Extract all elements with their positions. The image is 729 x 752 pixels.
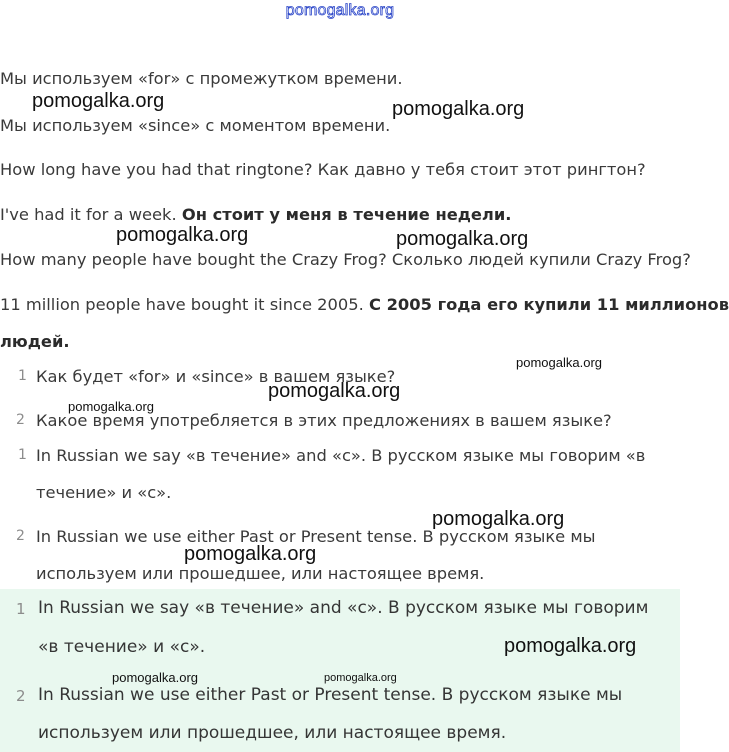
highlight-answer-1-line-2: «в течение» и «с». <box>38 637 206 657</box>
answer-1-line-2: течение» и «с». <box>36 483 172 502</box>
highlight-number: 1 <box>16 600 26 618</box>
answer-2-line-2: используем или прошедшее, или настоящее время. <box>36 564 485 583</box>
answer-2-russian-cont: людей. <box>0 332 70 351</box>
highlight-number: 2 <box>16 687 26 705</box>
watermark: pomogalka.org <box>112 670 198 685</box>
highlight-answer-2-line-2: используем или прошедшее, или настоящее время. <box>38 723 507 743</box>
header-watermark: pomogalka.org <box>285 2 395 19</box>
watermark: pomogalka.org <box>32 90 165 112</box>
example-answer-1: I've had it for a week. Он стоит у меня в течение недели. <box>0 205 512 224</box>
watermark: pomogalka.org <box>392 98 525 120</box>
watermark: pomogalka.org <box>324 672 397 684</box>
highlight-answer-2-line-1: In Russian we use either Past or Present tense. В русском языке мы <box>38 685 623 705</box>
intro-line-1: Мы используем «for» с промежутком времени. <box>0 69 403 88</box>
answer-1-english: I've had it for a week. <box>0 205 177 224</box>
example-answer-2 <box>0 295 729 314</box>
answer-1-russian: Он стоит у меня в течение недели <box>181 205 506 224</box>
intro-line-2: Мы используем «since» с моментом времени. <box>0 116 391 135</box>
watermark: pomogalka.org <box>116 224 249 246</box>
example-question-1: How long have you had that ringtone? Как давно у тебя стоит этот рингтон? <box>0 160 646 179</box>
example-question-2: How many people have bought the Crazy Frog? Сколько людей купили Crazy Frog? <box>0 250 691 269</box>
watermark: pomogalka.org <box>68 399 154 414</box>
watermark: pomogalka.org <box>268 380 401 402</box>
answer-2-english: 11 million people have bought it since 2005. <box>0 295 364 314</box>
answer-2-russian: С 2005 года его купили 11 миллионов <box>368 295 729 314</box>
watermark: pomogalka.org <box>504 635 637 657</box>
highlight-answer-1-line-1: In Russian we say «в течение» and «с». В русском языке мы говорим <box>38 598 649 618</box>
answer-1-line-1: In Russian we say «в течение» and «с». В русском языке мы говорим «в <box>36 446 646 465</box>
watermark: pomogalka.org <box>516 355 602 370</box>
watermark: pomogalka.org <box>184 543 317 565</box>
watermark: pomogalka.org <box>432 508 565 530</box>
question-number: 2 <box>16 412 25 428</box>
answer-2-line-1: In Russian we use either Past or Present tense. В русском языке мы <box>36 527 596 546</box>
question-number: 1 <box>18 368 27 384</box>
question-2: Какое время употребляется в этих предложениях в вашем языке? <box>36 411 612 430</box>
answer-number: 2 <box>16 528 25 544</box>
watermark: pomogalka.org <box>396 228 529 250</box>
question-1: Как будет «for» и «since» в вашем языке? <box>36 367 396 386</box>
answer-number: 1 <box>18 447 27 463</box>
